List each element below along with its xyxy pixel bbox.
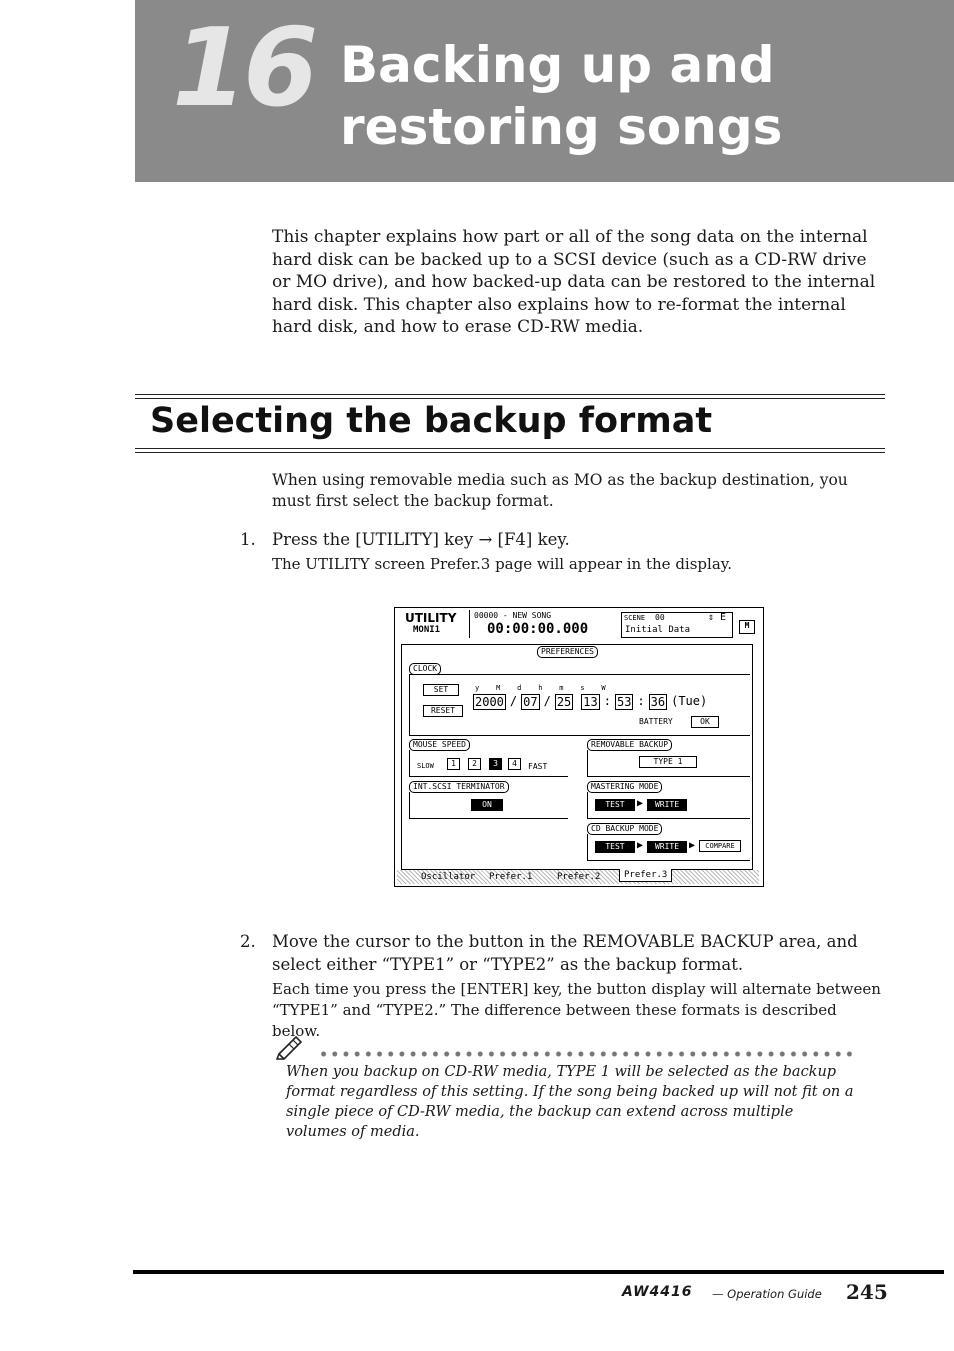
- intro-paragraph: This chapter explains how part or all of the song data on the internal hard disk can be backed up to a SCSI device (such as a CD-RW drive or MO drive), and how backed-up data can be restored to the internal hard disk. This chapter also explains how to re-format the internal hard disk, and how to erase CD-RW media.: [272, 227, 876, 337]
- cd-backup-write-button[interactable]: WRITE: [647, 841, 687, 853]
- speed-2-button[interactable]: 2: [468, 758, 481, 770]
- second-field[interactable]: 36: [650, 695, 666, 709]
- month-field[interactable]: 07: [523, 695, 538, 709]
- step-2-text: Move the cursor to the button in the REMOVABLE BACKUP area, and select either “TYPE1” or “TYPE2” as the backup format.: [272, 932, 858, 974]
- arrow-right-icon: ▶: [637, 840, 644, 851]
- tab-oscillator[interactable]: Oscillator: [421, 872, 476, 882]
- note-pencil-icon: [276, 1034, 304, 1060]
- step-1-number: 1.: [240, 530, 256, 549]
- scene-name: Initial Data: [625, 625, 691, 635]
- cd-backup-test-button[interactable]: TEST: [595, 841, 635, 853]
- section-rule-bottom2: [135, 452, 885, 453]
- battery-status: OK: [691, 716, 719, 728]
- footer-brand-logo: AW4416: [622, 1284, 693, 1300]
- note-text: When you backup on CD-RW media, TYPE 1 will be selected as the backup format regardless of this setting. If the song being backed up will not fit on a single piece of CD-RW media, the backup can extend across multiple volumes of media.: [286, 1064, 854, 1140]
- reset-button[interactable]: RESET: [423, 705, 463, 717]
- year-field[interactable]: 2000: [475, 695, 504, 709]
- scene-label: SCENE: [624, 614, 646, 622]
- step-2-number: 2.: [240, 932, 256, 951]
- tab-prefer-2[interactable]: Prefer.2: [557, 872, 601, 882]
- chapter-title-line2: restoring songs: [340, 98, 783, 156]
- speed-4-button[interactable]: 4: [508, 758, 521, 770]
- slow-label: SLOW: [417, 762, 434, 770]
- day-field[interactable]: 25: [556, 695, 572, 709]
- tab-prefer-3[interactable]: Prefer.3: [619, 869, 672, 882]
- cd-backup-mode-label: CD BACKUP MODE: [587, 823, 662, 835]
- scene-store-icon: ⇕ E: [708, 612, 727, 623]
- section-rule-bottom: [135, 448, 885, 449]
- arrow-right-icon: ▶: [637, 798, 644, 809]
- cd-backup-compare-button[interactable]: COMPARE: [699, 840, 741, 852]
- chapter-title-line1: Backing up and: [340, 36, 775, 94]
- removable-backup-button[interactable]: TYPE 1: [639, 756, 697, 768]
- speed-3-button[interactable]: 3: [489, 758, 502, 770]
- scene-number: 00: [655, 613, 665, 622]
- footer-guide: — Operation Guide: [712, 1287, 822, 1301]
- scsi-terminator-label: INT.SCSI TERMINATOR: [409, 781, 509, 793]
- mastering-test-button[interactable]: TEST: [595, 799, 635, 811]
- mouse-speed-label: MOUSE SPEED: [409, 739, 470, 751]
- hour-field[interactable]: 13: [583, 695, 598, 709]
- utility-screen: [394, 607, 764, 887]
- minute-field[interactable]: 53: [616, 695, 632, 709]
- section-rule-top: [135, 394, 885, 395]
- arrow-right-icon: ▶: [689, 840, 696, 851]
- page-number: 245: [846, 1280, 888, 1304]
- chapter-title: [340, 34, 782, 158]
- screen-song: 00000 - NEW SONG: [474, 611, 552, 620]
- set-button[interactable]: SET: [423, 684, 459, 696]
- fast-label: FAST: [528, 762, 548, 771]
- date-time-row: 2000 / 07 / 25 13 : 53 : 36 (Tue): [475, 694, 708, 709]
- step-1-detail: The UTILITY screen Prefer.3 page will appear in the display.: [272, 555, 733, 573]
- scene-box: [621, 612, 733, 638]
- battery-label: BATTERY: [639, 717, 673, 726]
- mastering-write-button[interactable]: WRITE: [647, 799, 687, 811]
- preferences-label: PREFERENCES: [537, 646, 598, 658]
- clock-label: CLOCK: [409, 663, 441, 675]
- screen-title: UTILITY: [405, 611, 457, 625]
- weekday: (Tue): [671, 694, 708, 708]
- mastering-mode-label: MASTERING MODE: [587, 781, 662, 793]
- footer-rule: [133, 1270, 944, 1274]
- screen-divider: [469, 610, 470, 638]
- step-1-text: Press the [UTILITY] key → [F4] key.: [272, 530, 570, 549]
- section-paragraph: When using removable media such as MO as the backup destination, you must first select the backup format.: [272, 471, 848, 510]
- screen-time: 00:00:00.000: [487, 621, 589, 637]
- date-keys: y M d h m s W: [475, 684, 606, 692]
- tab-prefer-1[interactable]: Prefer.1: [489, 872, 533, 882]
- removable-backup-label: REMOVABLE BACKUP: [587, 739, 672, 751]
- speed-1-button[interactable]: 1: [447, 758, 460, 770]
- scsi-terminator-button[interactable]: ON: [471, 799, 503, 811]
- screen-subtitle: MONI1: [413, 625, 441, 635]
- note-dotted-divider: [318, 1049, 858, 1059]
- chapter-number: 16: [172, 6, 315, 131]
- section-title: Selecting the backup format: [150, 401, 713, 441]
- m-badge: M: [739, 620, 755, 634]
- step-2-detail: Each time you press the [ENTER] key, the button display will alternate between “TYPE1” and “TYPE2.” The difference between these formats is described below.: [272, 980, 881, 1040]
